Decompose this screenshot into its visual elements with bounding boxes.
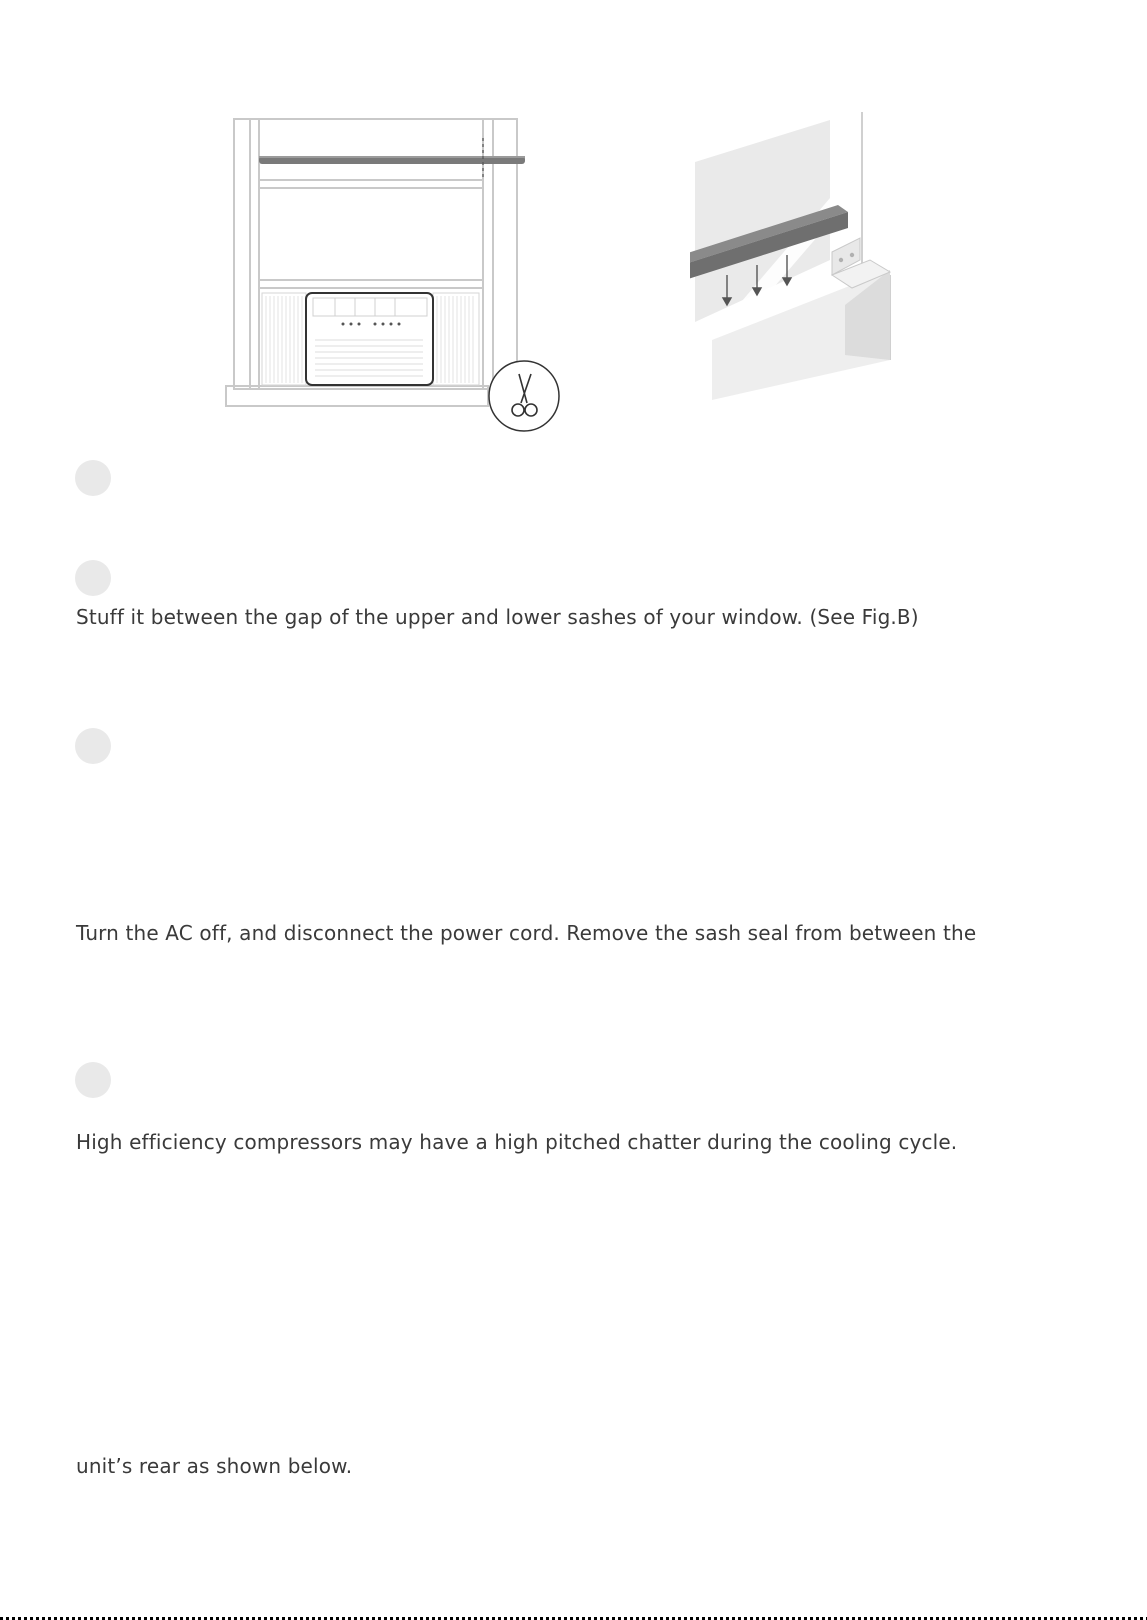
step-number-circle-3	[75, 728, 111, 764]
step-2-instruction: Stuff it between the gap of the upper and lower sashes of your window. (See Fig.B)	[76, 605, 919, 629]
rear-instruction: unit’s rear as shown below.	[76, 1454, 353, 1478]
step-number-circle-4	[75, 1062, 111, 1098]
scissors-icon	[489, 361, 559, 431]
removal-instruction: Turn the AC off, and disconnect the power cord. Remove the sash seal from between the	[76, 921, 977, 945]
figure-b-sash-seal-illustration	[690, 110, 930, 410]
step-number-circle-1	[75, 460, 111, 496]
step-number-circle-2	[75, 560, 111, 596]
figure-a-window-unit-illustration	[225, 118, 565, 448]
compressor-noise-note: High efficiency compressors may have a high pitched chatter during the cooling cycle.	[76, 1130, 958, 1154]
